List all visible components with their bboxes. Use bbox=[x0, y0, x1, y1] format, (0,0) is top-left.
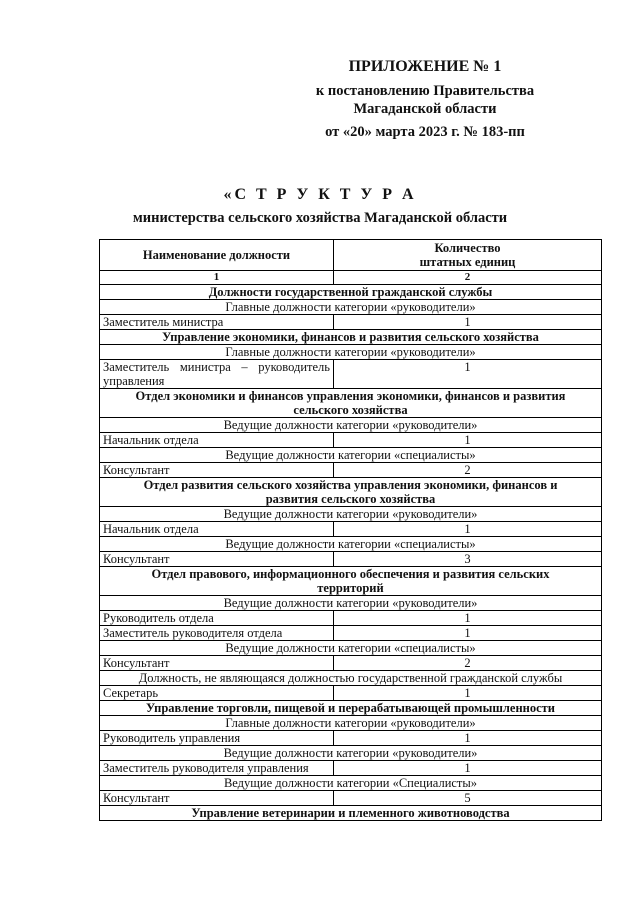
category-title: Ведущие должности категории «Специалисты» bbox=[100, 776, 602, 791]
structure-table-body bbox=[100, 240, 602, 821]
position-name-line: управления bbox=[103, 374, 165, 388]
appendix-line-1: к постановлению Правительства bbox=[315, 83, 535, 99]
position-row bbox=[100, 731, 602, 746]
position-name: Консультант bbox=[100, 656, 334, 671]
position-row bbox=[100, 626, 602, 641]
category-title: Главные должности категории «руководители» bbox=[100, 716, 602, 731]
position-name: Консультант bbox=[100, 791, 334, 806]
section-title: Управление экономики, финансов и развития сельского хозяйства bbox=[100, 330, 602, 345]
category-row bbox=[100, 746, 602, 761]
position-name: Руководитель управления bbox=[100, 731, 334, 746]
category-title: Ведущие должности категории «специалисты» bbox=[100, 448, 602, 463]
column-number-row bbox=[100, 271, 602, 285]
position-name: Заместитель руководителя управления bbox=[100, 761, 334, 776]
category-row bbox=[100, 418, 602, 433]
structure-table bbox=[99, 239, 602, 821]
section-title-line: сельского хозяйства bbox=[293, 403, 408, 417]
column-number-1: 1 bbox=[100, 271, 334, 285]
position-count: 1 bbox=[334, 731, 602, 746]
section-title-line: Отдел экономики и финансов управления экономики, финансов и развития bbox=[135, 389, 566, 403]
section-title: Управление торговли, пищевой и перерабатывающей промышленности bbox=[100, 701, 602, 716]
section-title bbox=[100, 478, 602, 507]
position-name: Начальник отдела bbox=[100, 522, 334, 537]
category-title: Ведущие должности категории «руководители» bbox=[100, 746, 602, 761]
appendix-dateline: от «20» марта 2023 г. № 183-пп bbox=[325, 124, 525, 140]
header-count-line-2: штатных единиц bbox=[419, 255, 516, 269]
appendix-number: ПРИЛОЖЕНИЕ № 1 bbox=[348, 58, 502, 75]
position-row bbox=[100, 656, 602, 671]
section-title: Управление ветеринарии и племенного животноводства bbox=[100, 806, 602, 821]
position-row bbox=[100, 761, 602, 776]
section-title: Должности государственной гражданской службы bbox=[100, 285, 602, 300]
position-row bbox=[100, 463, 602, 478]
category-title: Главные должности категории «руководители» bbox=[100, 345, 602, 360]
category-row bbox=[100, 345, 602, 360]
position-row bbox=[100, 315, 602, 330]
position-row bbox=[100, 360, 602, 389]
section-title-line: развития сельского хозяйства bbox=[265, 492, 436, 506]
section-row bbox=[100, 567, 602, 596]
category-row bbox=[100, 776, 602, 791]
category-title: Главные должности категории «руководители» bbox=[100, 300, 602, 315]
position-count: 1 bbox=[334, 686, 602, 701]
category-row bbox=[100, 671, 602, 686]
position-count: 2 bbox=[334, 463, 602, 478]
section-title-line: территорий bbox=[317, 581, 384, 595]
position-count: 1 bbox=[334, 626, 602, 641]
position-count: 1 bbox=[334, 433, 602, 448]
section-row bbox=[100, 330, 602, 345]
document-subtitle: министерства сельского хозяйства Магаданской области bbox=[132, 210, 508, 226]
category-title: Ведущие должности категории «руководители» bbox=[100, 507, 602, 522]
position-name-line: Заместитель министра – руководитель bbox=[103, 360, 330, 374]
position-row bbox=[100, 611, 602, 626]
position-name: Консультант bbox=[100, 463, 334, 478]
position-name: Консультант bbox=[100, 552, 334, 567]
position-name bbox=[100, 360, 334, 389]
position-count: 1 bbox=[334, 522, 602, 537]
section-title-line: Отдел правового, информационного обеспечения и развития сельских bbox=[151, 567, 550, 581]
category-title: Должность, не являющаяся должностью государственной гражданской службы bbox=[100, 671, 602, 686]
section-title-line: Отдел развития сельского хозяйства управления экономики, финансов и bbox=[143, 478, 558, 492]
section-row bbox=[100, 285, 602, 300]
category-title: Ведущие должности категории «руководители» bbox=[100, 596, 602, 611]
header-count-cell bbox=[334, 240, 602, 271]
appendix-line-2: Магаданской области bbox=[353, 101, 497, 117]
position-count: 1 bbox=[334, 315, 602, 330]
section-row bbox=[100, 478, 602, 507]
category-row bbox=[100, 596, 602, 611]
appendix-header bbox=[300, 58, 550, 141]
position-count: 1 bbox=[334, 611, 602, 626]
category-row bbox=[100, 641, 602, 656]
position-name: Начальник отдела bbox=[100, 433, 334, 448]
column-number-2: 2 bbox=[334, 271, 602, 285]
position-row bbox=[100, 791, 602, 806]
position-name: Секретарь bbox=[100, 686, 334, 701]
position-count: 3 bbox=[334, 552, 602, 567]
position-count: 2 bbox=[334, 656, 602, 671]
position-row bbox=[100, 433, 602, 448]
header-name-cell: Наименование должности bbox=[100, 240, 334, 271]
section-title bbox=[100, 389, 602, 418]
category-row bbox=[100, 537, 602, 552]
category-title: Ведущие должности категории «специалисты» bbox=[100, 537, 602, 552]
table-header-row bbox=[100, 240, 602, 271]
position-count: 1 bbox=[334, 761, 602, 776]
category-title: Ведущие должности категории «руководители» bbox=[100, 418, 602, 433]
section-row bbox=[100, 806, 602, 821]
position-count: 1 bbox=[334, 360, 602, 389]
category-row bbox=[100, 448, 602, 463]
position-count: 5 bbox=[334, 791, 602, 806]
position-name: Руководитель отдела bbox=[100, 611, 334, 626]
category-title: Ведущие должности категории «специалисты» bbox=[100, 641, 602, 656]
position-row bbox=[100, 522, 602, 537]
document-title: «С Т Р У К Т У Р А bbox=[223, 186, 417, 203]
section-title bbox=[100, 567, 602, 596]
header-count-line-1: Количество bbox=[434, 241, 501, 255]
category-row bbox=[100, 507, 602, 522]
position-row bbox=[100, 552, 602, 567]
position-name: Заместитель руководителя отдела bbox=[100, 626, 334, 641]
position-row bbox=[100, 686, 602, 701]
section-row bbox=[100, 701, 602, 716]
category-row bbox=[100, 716, 602, 731]
category-row bbox=[100, 300, 602, 315]
section-row bbox=[100, 389, 602, 418]
position-name: Заместитель министра bbox=[100, 315, 334, 330]
